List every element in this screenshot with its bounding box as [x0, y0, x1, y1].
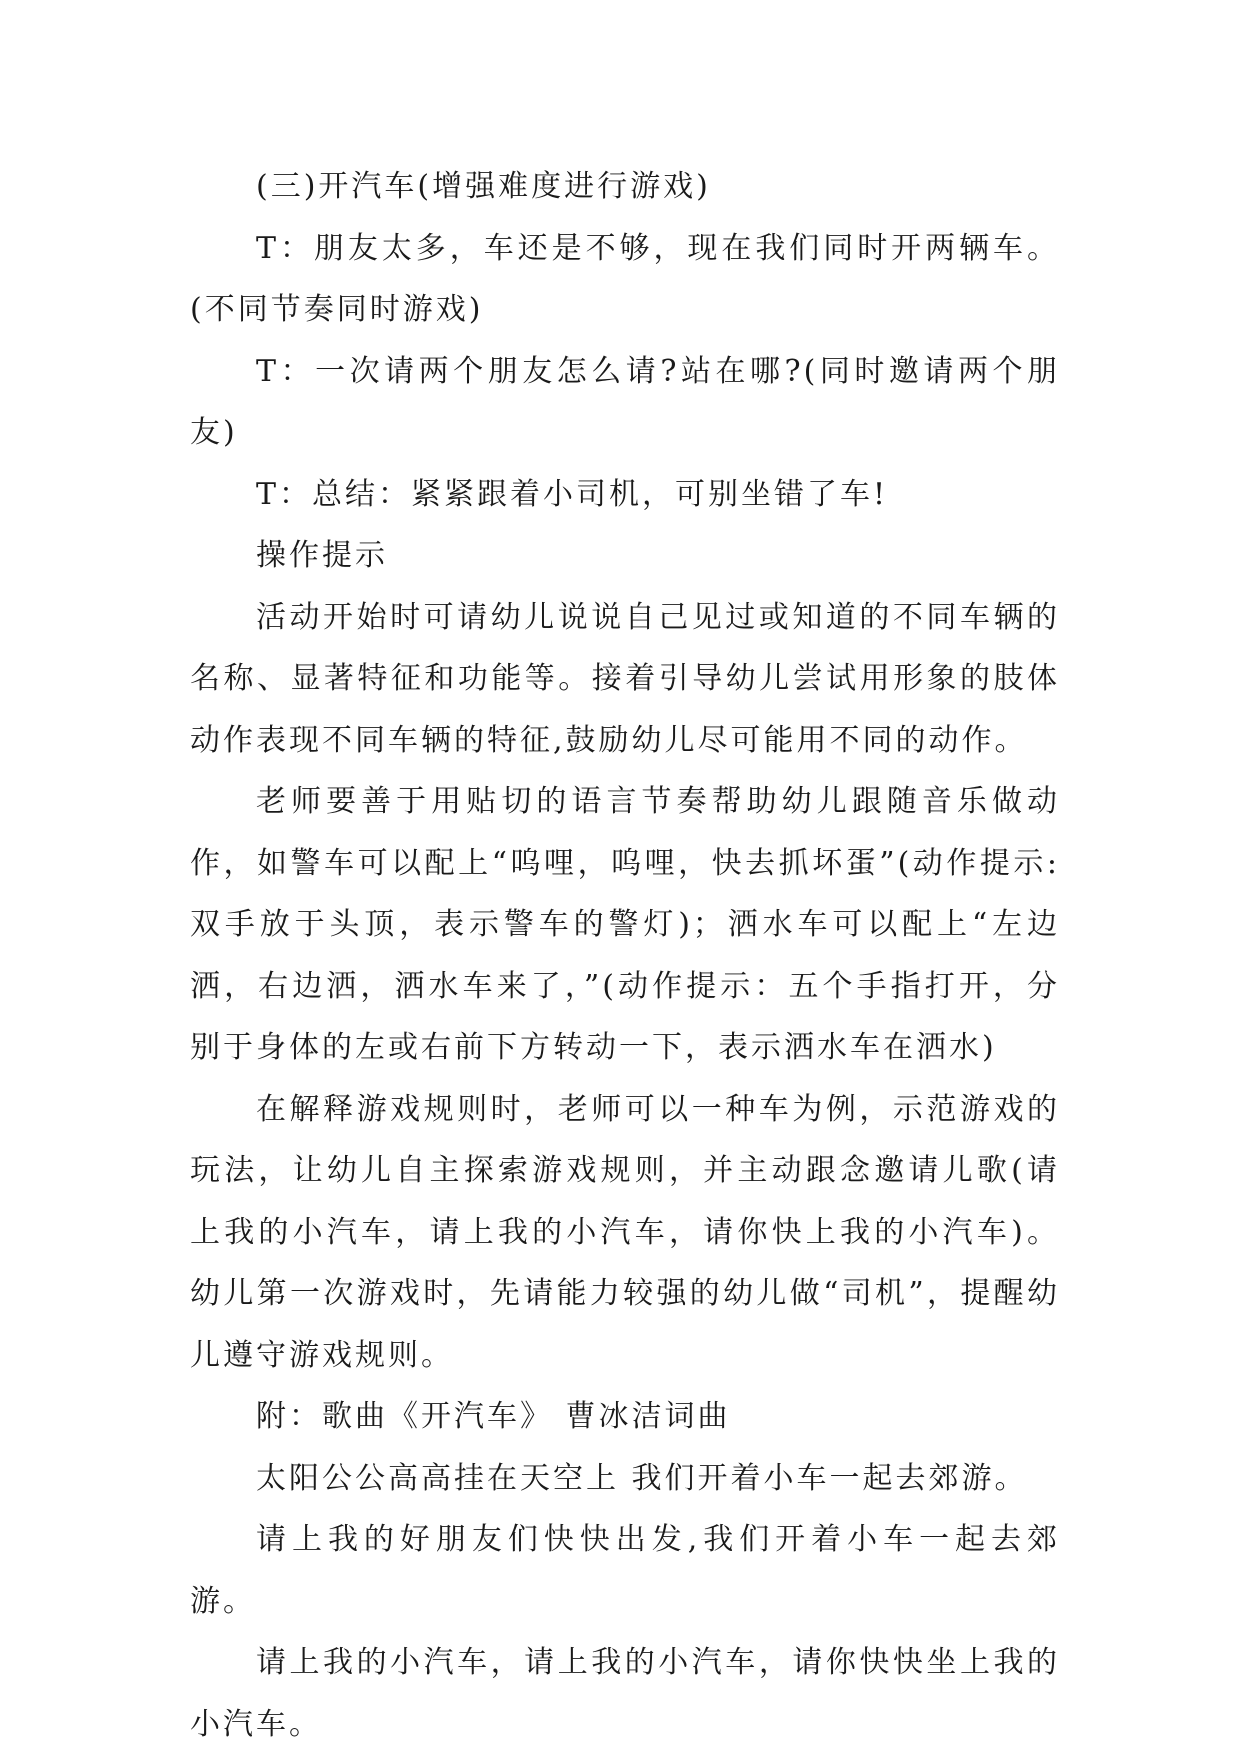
teacher-line-invite-two-friends: T：一次请两个朋友怎么请?站在哪?(同时邀请两个朋友)	[190, 353, 1060, 450]
section-heading-drive-car: (三)开汽车(增强难度进行游戏)	[256, 169, 711, 204]
tips-paragraph-vehicles: 活动开始时可请幼儿说说自己见过或知道的不同车辆的名称、显著特征和功能等。接着引导幼儿尝试用形象的肢体动作表现不同车辆的特征,鼓励幼儿尽可能用不同的动作。	[190, 599, 1060, 758]
teacher-line-summary: T：总结：紧紧跟着小司机，可别坐错了车!	[256, 476, 889, 512]
operation-tips-heading: 操作提示	[256, 538, 388, 573]
song-lyric-line-1: 太阳公公高高挂在天空上 我们开着小车一起去郊游。	[256, 1460, 1028, 1496]
song-lyric-line-2: 请上我的好朋友们快快出发,我们开着小车一起去郊游。	[190, 1522, 1060, 1619]
tips-paragraph-rhythm: 老师要善于用贴切的语言节奏帮助幼儿跟随音乐做动作，如警车可以配上“呜哩，呜哩，快去抓坏蛋”(动作提示:双手放于头顶，表示警车的警灯)；洒水车可以配上“左边洒，右边洒，洒水车来了，”(动作提示：五个手指打开，分别于身体的左或右前下方转动一下，表示洒水车在洒水)	[190, 784, 1060, 1065]
tips-paragraph-rules: 在解释游戏规则时，老师可以一种车为例，示范游戏的玩法，让幼儿自主探索游戏规则，并主动跟念邀请儿歌(请上我的小汽车，请上我的小汽车，请你快上我的小汽车)。幼儿第一次游戏时，先请能力较强的幼儿做“司机”，提醒幼儿遵守游戏规则。	[190, 1091, 1060, 1373]
document-body	[190, 156, 1060, 1755]
teacher-line-two-cars: T：朋友太多，车还是不够，现在我们同时开两辆车。(不同节奏同时游戏)	[190, 230, 1060, 327]
song-lyric-line-3: 请上我的小汽车，请上我的小汽车，请你快快坐上我的小汽车。	[190, 1645, 1060, 1742]
song-title-line: 附：歌曲《开汽车》 曹冰洁词曲	[256, 1399, 731, 1434]
